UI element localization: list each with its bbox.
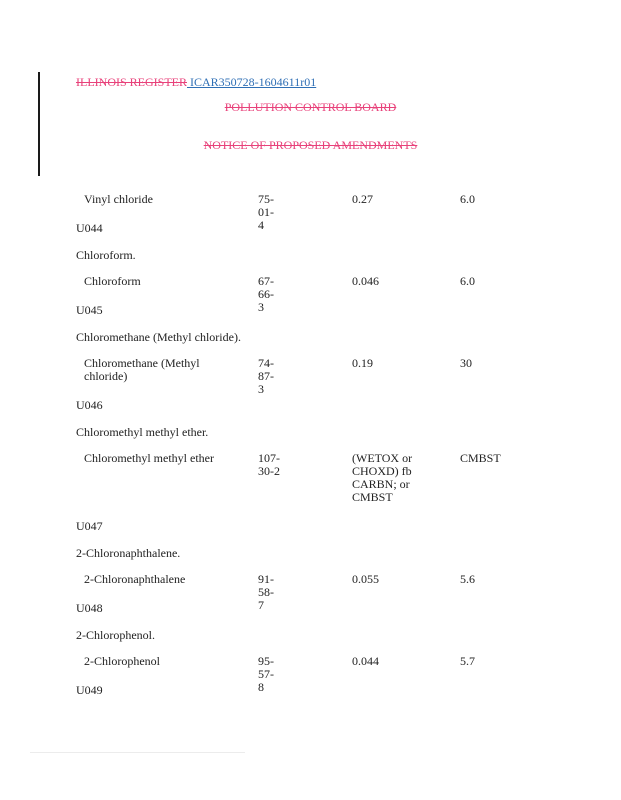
waste-title: 2-Chlorophenol.: [76, 628, 155, 642]
wastewater-standard: 0.19: [352, 356, 373, 370]
cas-number: 95-57-8: [258, 654, 274, 694]
nonwastewater-standard: 6.0: [460, 192, 475, 206]
register-header: [76, 75, 316, 90]
nonwastewater-standard: 6.0: [460, 274, 475, 288]
cas-number: 67-66-3: [258, 274, 274, 314]
constituent-name: Chloromethane (Methyl chloride): [84, 356, 200, 383]
constituent-name: Chloromethyl methyl ether: [84, 451, 214, 465]
waste-title: Chloromethyl methyl ether.: [76, 425, 209, 439]
footer-rule: [30, 752, 245, 753]
waste-title: Chloroform.: [76, 248, 136, 262]
constituent-name: 2-Chloronaphthalene: [84, 572, 186, 586]
board-header: POLLUTION CONTROL BOARD: [224, 100, 397, 114]
cas-number: 74-87-3: [258, 356, 274, 396]
wastewater-standard: (WETOX or CHOXD) fb CARBN; or CMBST: [352, 451, 413, 504]
waste-code: U047: [76, 519, 103, 533]
nonwastewater-standard: 5.6: [460, 572, 475, 586]
revision-change-bar: [38, 72, 40, 176]
wastewater-standard: 0.046: [352, 274, 379, 288]
waste-code: U045: [76, 303, 103, 317]
cas-number: 107-30-2: [258, 451, 280, 478]
wastewater-standard: 0.27: [352, 192, 373, 206]
nonwastewater-standard: CMBST: [460, 451, 501, 465]
waste-code: U044: [76, 221, 103, 235]
waste-code: U046: [76, 398, 103, 412]
cas-number: 75-01-4: [258, 192, 274, 232]
wastewater-standard: 0.055: [352, 572, 379, 586]
nonwastewater-standard: 30: [460, 356, 472, 370]
register-inserted-text: ICAR350728-1604611r01: [187, 75, 317, 89]
constituent-name: Vinyl chloride: [84, 192, 153, 206]
constituent-name: Chloroform: [84, 274, 141, 288]
wastewater-standard: 0.044: [352, 654, 379, 668]
register-deleted-text: ILLINOIS REGISTER: [76, 75, 187, 89]
constituent-name: 2-Chlorophenol: [84, 654, 160, 668]
waste-code: U048: [76, 601, 103, 615]
waste-title: Chloromethane (Methyl chloride).: [76, 330, 241, 344]
waste-title: 2-Chloronaphthalene.: [76, 546, 181, 560]
waste-code: U049: [76, 683, 103, 697]
cas-number: 91-58-7: [258, 572, 274, 612]
notice-header: NOTICE OF PROPOSED AMENDMENTS: [203, 138, 418, 152]
nonwastewater-standard: 5.7: [460, 654, 475, 668]
